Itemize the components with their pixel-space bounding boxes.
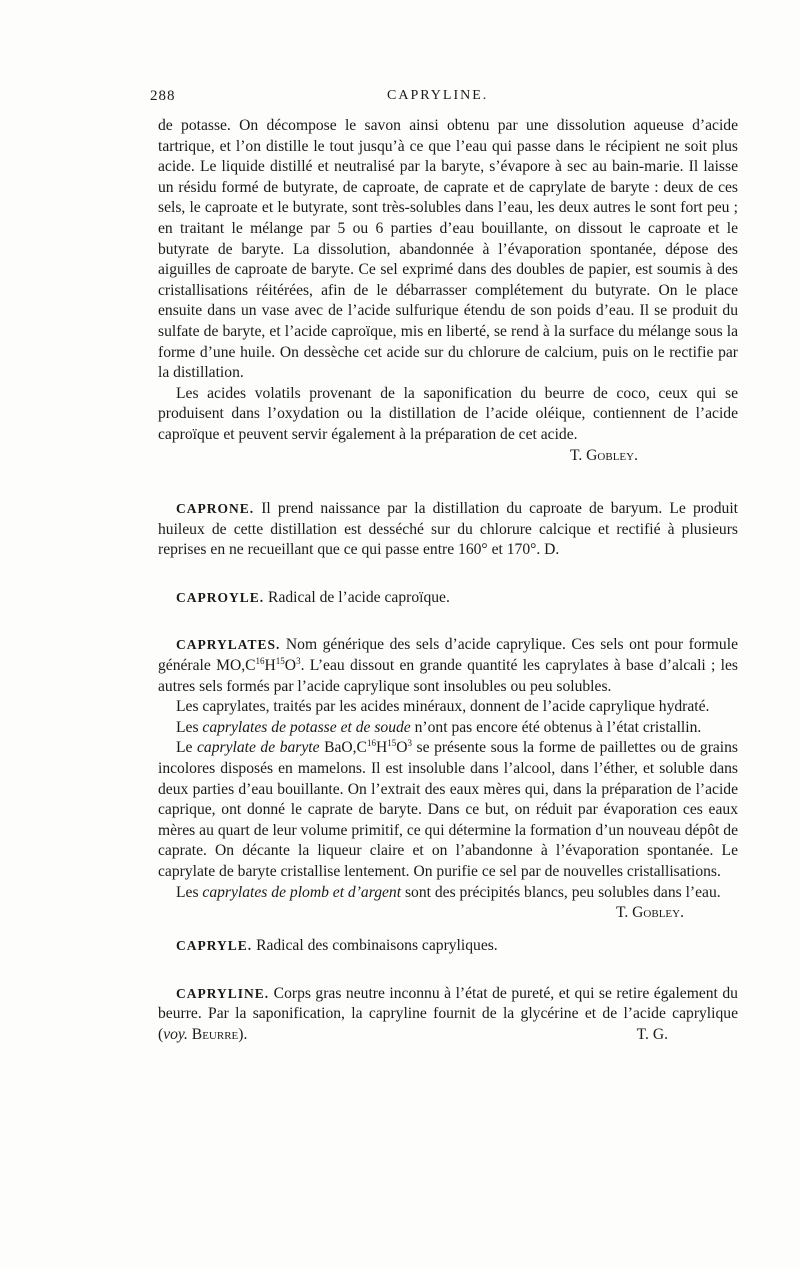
text-run: sont des précipités blancs, peu solubles dans l’eau. (401, 883, 721, 901)
paragraph-acides-mineraux: Les caprylates, traités par les acides minéraux, donnent de l’acide caprylique hydraté. (176, 698, 710, 716)
page-body (158, 116, 738, 1046)
italic-ref: voy. (163, 1025, 188, 1043)
entry-caproyle (158, 588, 738, 609)
text-run: se présente sous la forme de paillettes ou de grains incolores disposés en mamelons. Il est insoluble dans l’alcool, dans l’éther, et soluble dans deux parties d’eau bouillante. On l’extrait des eaux mères qui, dans la préparation de l’acide caprique, ont donné le caprate de baryte. Dans ce but, on réduit par évaporation ces eaux mères au quart de leur volume primitif, ce qui détermine la formation d’un nouveau dépôt de caprate. On décante la liqueur claire et on l’abandonne à l’évaporation spontanée. Le caprylate de baryte cristallise lentement. On purifie ce sel par de nouvelles cristallisations. (158, 739, 739, 880)
italic-term: caprylate de baryte (197, 739, 320, 757)
entry-text-caproyle: Radical de l’acide caproïque. (268, 588, 450, 606)
formula-superscript: 15 (275, 655, 285, 666)
page-number: 288 (150, 88, 176, 104)
author-signature: T. Gobley. (570, 446, 638, 464)
formula-superscript: 16 (255, 655, 265, 666)
entry-text-caprylates-a: Nom générique des sels d’acide caprylique. Ces sels ont pour formule générale MO,C (158, 636, 738, 675)
entry-caprylates (158, 635, 738, 697)
formula-element: H (375, 739, 388, 757)
author-signature-caprone: D. (544, 541, 560, 559)
cross-reference: Beurre (187, 1025, 239, 1043)
entry-text-caprone: Il prend naissance par la distillation du caproate de baryum. Le produit huileux de cette distillation est desséché sur du chlorure calcique et rectifié à plusieurs reprises en ne recueillant que ce qui passe entre 160° et 170°. (158, 500, 738, 559)
paragraph-potasse-soude (158, 718, 738, 739)
italic-term: caprylates de potasse et de soude (202, 718, 411, 736)
entry-text-caprylates-d: . L’eau dissout en grande quantité les caprylates à base d’alcali ; les autres sels formés par l’acide caprylique sont insolubles ou peu solubles. (158, 657, 738, 695)
formula-element: O (284, 657, 297, 675)
paragraph-acides-volatils (158, 384, 738, 446)
entry-heading-caproyle: CAPROYLE. (176, 589, 265, 605)
formula-element: O (396, 739, 408, 757)
formula-superscript: 3 (296, 655, 301, 666)
formula-element: BaO,C (319, 739, 367, 757)
page-header (150, 88, 740, 110)
author-signature-plomb: T. Gobley. (616, 904, 684, 922)
paragraph-acides-volatils-text: Les acides volatils provenant de la saponification du beurre de coco, ceux qui se produisent dans l’oxydation ou la distillation de l’acide oléique, contiennent de l’acide caproïque et peuvent servir également à la préparation de cet acide. (158, 384, 738, 443)
paragraph-caprylate-baryte (158, 738, 738, 882)
text-run: Le (176, 739, 197, 757)
entry-text-capryle: Radical des combinaisons capryliques. (256, 937, 498, 955)
entry-heading-caprone: CAPRONE. (176, 501, 255, 517)
entry-heading-capryle: CAPRYLE. (176, 938, 253, 954)
formula-superscript: 15 (387, 738, 397, 749)
formula-element: H (264, 657, 276, 675)
italic-term: caprylates de plomb et d’argent (202, 883, 402, 901)
text-run: n’ont pas encore été obtenus à l’état cristallin. (410, 718, 702, 736)
entry-heading-capryline: CAPRYLINE. (176, 985, 270, 1001)
running-head: CAPRYLINE. (387, 88, 489, 103)
entry-capryline (158, 984, 738, 1046)
text-run: Les (176, 883, 203, 901)
formula-superscript: 16 (366, 738, 376, 749)
text-run: Les (176, 718, 203, 736)
author-signature-capryline: T. G. (636, 1025, 668, 1043)
entry-text-capryline-b: ). (238, 1025, 248, 1043)
entry-text-capryline-a: Corps gras neutre inconnu à l’état de pureté, et qui se retire également du beurre. Par la saponification, la capryline fournit de la glycérine et de l’acide caprylique ( (158, 984, 738, 1043)
entry-caprone (158, 499, 738, 561)
paragraph-plomb-argent (158, 883, 738, 922)
formula-superscript: 3 (407, 738, 412, 749)
paragraph-caproique-continued: de potasse. On décompose le savon ainsi obtenu par une dissolution aqueuse d’acide tartrique, et l’on distille le tout jusqu’à ce que l’eau qui passe dans le récipient ne soit plus acide. Le liquide distillé et neutralisé par la baryte, s’évapore à sec au bain-marie. Il laisse un résidu formé de butyrate, de caproate, de caprate et de caprylate de baryte : deux de ces sels, le caproate et le butyrate, sont très-solubles dans l’eau, les deux autres le sont fort peu ; en traitant le mélange par 5 ou 6 parties d’eau bouillante, on dissout le caproate et le butyrate de baryte. La dissolution, abandonnée à l’évaporation spontanée, dépose des aiguilles de caproate de baryte. Ce sel exprimé dans des doubles de papier, est soumis à des cristallisations réitérées, afin de le débarrasser complétement du butyrate. On le place ensuite dans un vase avec de l’acide sulfurique étendu de son poids d’eau. Il se produit du sulfate de baryte, et l’acide caproïque, mis en liberté, se rend à la surface du mélange sous la forme d’une huile. On dessèche cet acide sur du chlorure de calcium, puis on le rectifie par la distillation. (158, 117, 738, 382)
entry-capryle (158, 936, 738, 957)
entry-heading-caprylates: CAPRYLATES. (176, 637, 281, 653)
